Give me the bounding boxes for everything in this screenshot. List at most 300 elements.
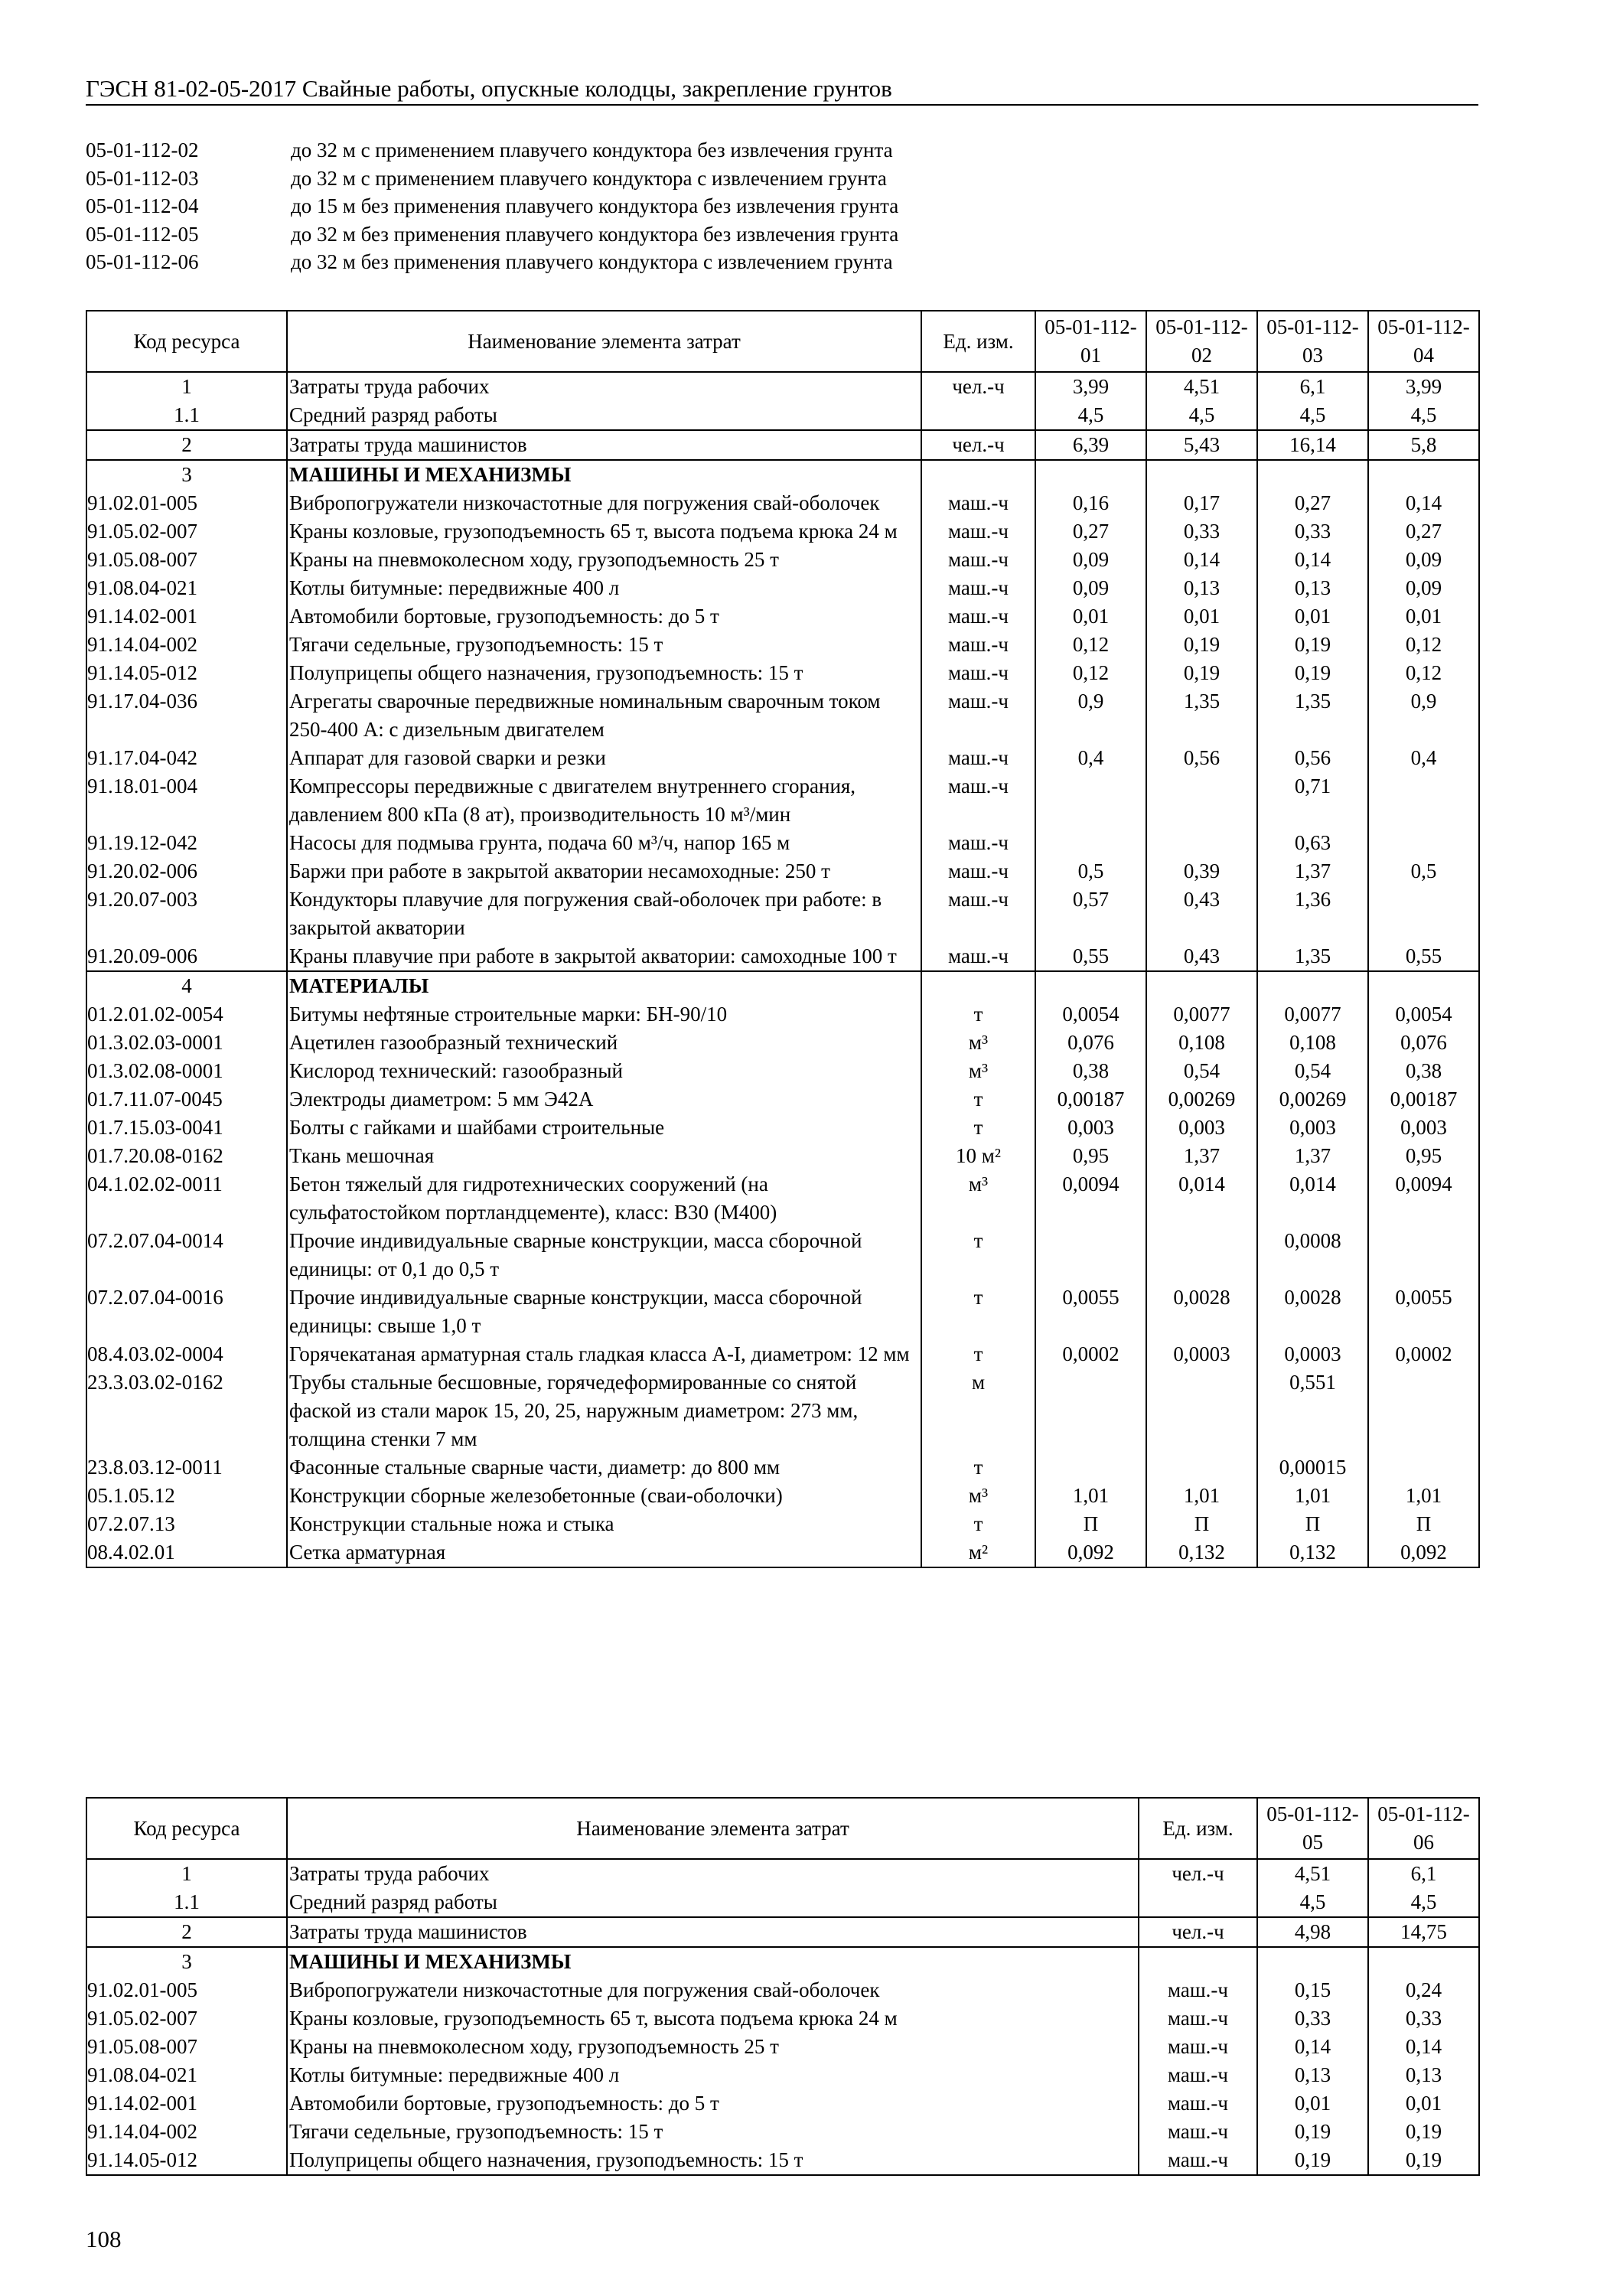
resource-value [1146,829,1257,857]
table-row [86,2146,1479,2175]
resource-code: 91.14.04-002 [86,2118,287,2146]
resource-name: Краны на пневмоколесном ходу, грузоподъемность 25 т [287,546,921,574]
table-row [86,1057,1479,1085]
resource-value: 0,38 [1368,1057,1479,1085]
resource-name: Горячекатаная арматурная сталь гладкая класса А-I, диаметром: 12 мм [287,1340,921,1368]
resource-name: Затраты труда машинистов [287,430,921,460]
resource-value [1146,1368,1257,1453]
resource-name: Затраты труда рабочих [287,1859,1139,1888]
resource-unit: маш.-ч [1139,1976,1257,2004]
intro-text: до 32 м без применения плавучего кондуктора с извлечением грунта [291,250,893,273]
table-row [86,772,1479,829]
resource-name: Битумы нефтяные строительные марки: БН-90/10 [287,1000,921,1029]
resource-name: Сетка арматурная [287,1538,921,1567]
resource-value: 0,71 [1257,772,1368,829]
resource-value: 1,01 [1035,1482,1146,1510]
table-row [86,1142,1479,1170]
resource-name: Краны на пневмоколесном ходу, грузоподъемность 25 т [287,2033,1139,2061]
header-col-2: 05-01-112-02 [1146,311,1257,372]
table-row [86,1482,1479,1510]
table-row [86,1917,1479,1947]
resource-value: 3,99 [1368,372,1479,401]
resource-value: 0,108 [1257,1029,1368,1057]
resource-unit: т [921,1283,1035,1340]
resource-value: 0,132 [1257,1538,1368,1567]
resource-name: Тягачи седельные, грузоподъемность: 15 т [287,2118,1139,2146]
resource-name: МАШИНЫ И МЕХАНИЗМЫ [287,1947,1139,1976]
resource-unit: маш.-ч [1139,2118,1257,2146]
resource-value: 0,09 [1368,574,1479,602]
resource-unit [1139,1947,1257,1976]
resource-value: 0,0054 [1368,1000,1479,1029]
resource-value: П [1368,1510,1479,1538]
table-row [86,687,1479,744]
resource-value: 0,24 [1368,1976,1479,2004]
resource-value: 0,0077 [1257,1000,1368,1029]
resource-value: 0,16 [1035,489,1146,517]
resource-value: 0,0055 [1035,1283,1146,1340]
resource-unit: маш.-ч [921,517,1035,546]
resource-unit: чел.-ч [1139,1917,1257,1947]
intro-text: до 32 м с применением плавучего кондуктора без извлечения грунта [291,139,893,161]
resource-unit [921,401,1035,430]
resource-unit: маш.-ч [921,772,1035,829]
table-row [86,1859,1479,1888]
resource-unit: т [921,1114,1035,1142]
intro-text: до 32 м с применением плавучего кондуктора с извлечением грунта [291,166,887,190]
resource-value: 0,56 [1146,744,1257,772]
resource-value: 0,014 [1257,1170,1368,1227]
resource-unit: маш.-ч [921,489,1035,517]
resource-unit: маш.-ч [921,885,1035,942]
resource-value: 0,5 [1368,857,1479,885]
resource-code: 3 [86,1947,287,1976]
resource-code: 91.08.04-021 [86,574,287,602]
table-header-row [86,1798,1479,1859]
table-row [86,885,1479,942]
resource-value: 6,1 [1257,372,1368,401]
resource-value: 1,37 [1146,1142,1257,1170]
resource-value: 0,19 [1257,2118,1368,2146]
table-row [86,1947,1479,1976]
resource-value: 0,0002 [1368,1340,1479,1368]
resource-code: 08.4.03.02-0004 [86,1340,287,1368]
table-row [86,1510,1479,1538]
resource-unit: т [921,1085,1035,1114]
resource-name: Вибропогружатели низкочастотные для погружения свай-оболочек [287,1976,1139,2004]
resource-value [1146,460,1257,489]
resource-name: Автомобили бортовые, грузоподъемность: до 5 т [287,602,921,631]
intro-code: 05-01-112-03 [86,166,199,190]
resource-value [1368,772,1479,829]
resource-value: 0,00187 [1035,1085,1146,1114]
table-row [86,631,1479,659]
resource-code: 91.02.01-005 [86,489,287,517]
resource-value [1368,1368,1479,1453]
resource-name: Кислород технический: газообразный [287,1057,921,1085]
resource-value: 0,01 [1257,602,1368,631]
table-row [86,1029,1479,1057]
resource-value: 1,35 [1257,942,1368,971]
table-row [86,2004,1479,2033]
table-row [86,829,1479,857]
resource-value: 0,95 [1368,1142,1479,1170]
resource-value: 0,5 [1035,857,1146,885]
intro-code: 05-01-112-02 [86,139,199,161]
resource-value: 0,19 [1368,2146,1479,2175]
resource-value: 0,0003 [1146,1340,1257,1368]
resource-value: 1,01 [1368,1482,1479,1510]
resource-code: 05.1.05.12 [86,1482,287,1510]
resource-name: Кондукторы плавучие для погружения свай-оболочек при работе: в закрытой акватории [287,885,921,942]
resource-value: 0,19 [1257,631,1368,659]
resource-value: 0,132 [1146,1538,1257,1567]
header-code: Код ресурса [86,311,287,372]
resource-name: Агрегаты сварочные передвижные номинальным сварочным током 250-400 А: с дизельным двигателем [287,687,921,744]
intro-text: до 32 м без применения плавучего кондуктора без извлечения грунта [291,222,899,246]
resource-value: 0,33 [1257,517,1368,546]
resource-value: 0,0054 [1035,1000,1146,1029]
resource-name: Бетон тяжелый для гидротехнических сооружений (на сульфатостойком портландцементе), класс: В30 (М400) [287,1170,921,1227]
resource-value [1146,971,1257,1000]
resource-value: 0,13 [1368,2061,1479,2089]
resource-code: 91.05.02-007 [86,2004,287,2033]
resource-value: 14,75 [1368,1917,1479,1947]
resource-value: П [1035,1510,1146,1538]
resource-value [1257,971,1368,1000]
resource-unit: м³ [921,1029,1035,1057]
resource-name: Полуприцепы общего назначения, грузоподъемность: 15 т [287,2146,1139,2175]
resource-code: 91.17.04-042 [86,744,287,772]
resource-code: 07.2.07.04-0016 [86,1283,287,1340]
resource-unit: м [921,1368,1035,1453]
resource-name: Болты с гайками и шайбами строительные [287,1114,921,1142]
resource-unit: м³ [921,1482,1035,1510]
table-row [86,1000,1479,1029]
resource-code: 4 [86,971,287,1000]
resource-name: Тягачи седельные, грузоподъемность: 15 т [287,631,921,659]
resource-value: 4,51 [1257,1859,1368,1888]
resource-code: 1 [86,1859,287,1888]
resource-name: Краны козловые, грузоподъемность 65 т, высота подъема крюка 24 м [287,2004,1139,2033]
resource-value: 0,0008 [1257,1227,1368,1283]
table-row [86,942,1479,971]
intro-code: 05-01-112-05 [86,222,199,246]
table-row [86,1114,1479,1142]
resource-value [1146,1227,1257,1283]
resource-unit: маш.-ч [921,546,1035,574]
resource-name: Краны козловые, грузоподъемность 65 т, высота подъема крюка 24 м [287,517,921,546]
resource-name: Трубы стальные бесшовные, горячедеформированные со снятой фаской из стали марок 15, 20, 25, наружным диаметром: 273 мм, толщина стенки 7 мм [287,1368,921,1453]
table-row [86,2061,1479,2089]
resource-unit: маш.-ч [1139,2033,1257,2061]
resource-name: Конструкции стальные ножа и стыка [287,1510,921,1538]
resource-name: Прочие индивидуальные сварные конструкции, масса сборочной единицы: свыше 1,0 т [287,1283,921,1340]
resource-unit: т [921,1227,1035,1283]
resource-code: 91.20.09-006 [86,942,287,971]
intro-code: 05-01-112-04 [86,194,199,217]
resource-value: 0,01 [1146,602,1257,631]
resource-name: Баржи при работе в закрытой акватории несамоходные: 250 т [287,857,921,885]
resource-code: 23.3.03.02-0162 [86,1368,287,1453]
resource-name: Краны плавучие при работе в закрытой акватории: самоходные 100 т [287,942,921,971]
resource-value: 1,01 [1257,1482,1368,1510]
resource-value: 0,01 [1368,602,1479,631]
resource-code: 01.3.02.03-0001 [86,1029,287,1057]
table-row [86,744,1479,772]
table-header-row [86,311,1479,372]
resource-value: 0,00269 [1257,1085,1368,1114]
resource-value [1368,885,1479,942]
resource-unit: т [921,1510,1035,1538]
resource-name: Котлы битумные: передвижные 400 л [287,574,921,602]
resource-table-2 [86,1797,1480,2176]
resource-code: 91.20.02-006 [86,857,287,885]
resource-value: 4,5 [1368,401,1479,430]
resource-value: 0,00187 [1368,1085,1479,1114]
resource-value: 0,33 [1257,2004,1368,2033]
resource-name: Полуприцепы общего назначения, грузоподъемность: 15 т [287,659,921,687]
resource-unit: маш.-ч [921,687,1035,744]
resource-value: 0,55 [1368,942,1479,971]
resource-value: 0,17 [1146,489,1257,517]
resource-value: 0,27 [1035,517,1146,546]
resource-code: 91.14.05-012 [86,659,287,687]
resource-unit: чел.-ч [921,430,1035,460]
resource-value: 0,01 [1368,2089,1479,2118]
resource-name: Ткань мешочная [287,1142,921,1170]
table-row [86,2089,1479,2118]
table-row [86,460,1479,489]
resource-unit: чел.-ч [1139,1859,1257,1888]
resource-code: 2 [86,430,287,460]
resource-name: Затраты труда машинистов [287,1917,1139,1947]
resource-unit [921,460,1035,489]
resource-name: Вибропогружатели низкочастотные для погружения свай-оболочек [287,489,921,517]
resource-code: 91.19.12-042 [86,829,287,857]
resource-value: 0,14 [1257,2033,1368,2061]
resource-value [1257,460,1368,489]
resource-name: Конструкции сборные железобетонные (сваи-оболочки) [287,1482,921,1510]
table-row [86,602,1479,631]
resource-value: 0,9 [1368,687,1479,744]
resource-value: 4,5 [1257,401,1368,430]
resource-name: Фасонные стальные сварные части, диаметр: до 800 мм [287,1453,921,1482]
table-row [86,1283,1479,1340]
resource-code: 04.1.02.02-0011 [86,1170,287,1227]
resource-code: 23.8.03.12-0011 [86,1453,287,1482]
header-col-1: 05-01-112-01 [1035,311,1146,372]
header-col-1: 05-01-112-05 [1257,1798,1368,1859]
table-row [86,659,1479,687]
resource-value: 0,12 [1368,631,1479,659]
resource-value: 0,56 [1257,744,1368,772]
table-row [86,372,1479,401]
resource-value: 0,9 [1035,687,1146,744]
resource-value [1146,1453,1257,1482]
resource-value [1035,1368,1146,1453]
resource-code: 3 [86,460,287,489]
resource-value: 0,27 [1368,517,1479,546]
resource-code: 91.14.05-012 [86,2146,287,2175]
resource-value: П [1146,1510,1257,1538]
resource-name: Автомобили бортовые, грузоподъемность: до 5 т [287,2089,1139,2118]
resource-code: 91.14.04-002 [86,631,287,659]
resource-value: 0,95 [1035,1142,1146,1170]
resource-value [1035,829,1146,857]
resource-name: Котлы битумные: передвижные 400 л [287,2061,1139,2089]
table-row [86,857,1479,885]
header-col-4: 05-01-112-04 [1368,311,1479,372]
resource-unit: чел.-ч [921,372,1035,401]
resource-value: 0,014 [1146,1170,1257,1227]
table-row [86,2118,1479,2146]
resource-value: 0,13 [1257,574,1368,602]
resource-code: 91.02.01-005 [86,1976,287,2004]
resource-value: 4,5 [1257,1888,1368,1917]
resource-unit: т [921,1340,1035,1368]
intro-text: до 15 м без применения плавучего кондуктора без извлечения грунта [291,194,899,217]
table-row [86,1538,1479,1567]
page-number: 108 [86,2226,122,2252]
intro-item [86,136,1310,165]
resource-value: 0,14 [1257,546,1368,574]
resource-value: 0,09 [1035,574,1146,602]
resource-unit: м² [921,1538,1035,1567]
resource-code: 07.2.07.04-0014 [86,1227,287,1283]
resource-value: 0,63 [1257,829,1368,857]
resource-value: 6,39 [1035,430,1146,460]
resource-value: 1,36 [1257,885,1368,942]
resource-code: 91.08.04-021 [86,2061,287,2089]
resource-value: 0,0003 [1257,1340,1368,1368]
resource-code: 1.1 [86,401,287,430]
resource-value [1146,772,1257,829]
resource-value: 0,0002 [1035,1340,1146,1368]
resource-value: 0,57 [1035,885,1146,942]
page-header [86,73,1478,106]
resource-value: 0,27 [1257,489,1368,517]
resource-value: 3,99 [1035,372,1146,401]
resource-value: 0,19 [1146,659,1257,687]
resource-value: 4,5 [1146,401,1257,430]
resource-code: 2 [86,1917,287,1947]
resource-value: 0,108 [1146,1029,1257,1057]
resource-value: 5,43 [1146,430,1257,460]
intro-list [86,136,1310,276]
header-name: Наименование элемента затрат [287,311,921,372]
resource-value: 4,98 [1257,1917,1368,1947]
intro-code: 05-01-112-06 [86,250,199,273]
table-row [86,1227,1479,1283]
resource-value: 5,8 [1368,430,1479,460]
resource-value [1368,460,1479,489]
resource-name: Средний разряд работы [287,401,921,430]
resource-code: 01.2.01.02-0054 [86,1000,287,1029]
header-unit: Ед. изм. [1139,1798,1257,1859]
resource-name: Насосы для подмыва грунта, подача 60 м³/ч, напор 165 м [287,829,921,857]
resource-value: 0,14 [1368,489,1479,517]
resource-code: 91.14.02-001 [86,2089,287,2118]
resource-value: 4,5 [1368,1888,1479,1917]
resource-value: 0,00269 [1146,1085,1257,1114]
resource-unit: маш.-ч [921,942,1035,971]
resource-value: 4,5 [1035,401,1146,430]
resource-value: 0,003 [1368,1114,1479,1142]
resource-value: 0,12 [1035,631,1146,659]
resource-value: 0,0094 [1035,1170,1146,1227]
resource-unit: маш.-ч [1139,2146,1257,2175]
resource-value: 0,14 [1368,2033,1479,2061]
resource-value: 0,19 [1146,631,1257,659]
resource-value [1368,1947,1479,1976]
resource-unit: маш.-ч [1139,2061,1257,2089]
resource-value: 1,35 [1146,687,1257,744]
table-row [86,546,1479,574]
resource-value: 0,12 [1368,659,1479,687]
resource-value: 0,01 [1035,602,1146,631]
resource-code: 91.14.02-001 [86,602,287,631]
resource-value: 0,01 [1257,2089,1368,2118]
resource-value [1368,1227,1479,1283]
table-row [86,1888,1479,1917]
resource-value: 0,4 [1368,744,1479,772]
resource-code: 91.17.04-036 [86,687,287,744]
resource-unit [921,971,1035,1000]
resource-unit: маш.-ч [921,659,1035,687]
resource-value: 0,4 [1035,744,1146,772]
resource-value: 6,1 [1368,1859,1479,1888]
resource-value: 4,51 [1146,372,1257,401]
resource-unit: т [921,1453,1035,1482]
resource-value: 0,13 [1146,574,1257,602]
page-header-title: ГЭСН 81-02-05-2017 Свайные работы, опускные колодцы, закрепление грунтов [86,75,892,102]
resource-value: 0,076 [1035,1029,1146,1057]
resource-value: 1,01 [1146,1482,1257,1510]
resource-value: 0,551 [1257,1368,1368,1453]
resource-name: Ацетилен газообразный технический [287,1029,921,1057]
resource-value [1035,772,1146,829]
resource-value: 0,076 [1368,1029,1479,1057]
resource-value [1035,971,1146,1000]
resource-name: Прочие индивидуальные сварные конструкции, масса сборочной единицы: от 0,1 до 0,5 т [287,1227,921,1283]
table-row [86,1340,1479,1368]
header-unit: Ед. изм. [921,311,1035,372]
resource-value [1035,460,1146,489]
resource-unit: маш.-ч [921,744,1035,772]
resource-value: 0,55 [1035,942,1146,971]
resource-value: 0,092 [1368,1538,1479,1567]
table-row [86,517,1479,546]
resource-unit: т [921,1000,1035,1029]
resource-value: 0,092 [1035,1538,1146,1567]
resource-unit: 10 м² [921,1142,1035,1170]
resource-value: 0,12 [1035,659,1146,687]
resource-value: 0,43 [1146,885,1257,942]
resource-code: 91.20.07-003 [86,885,287,942]
resource-value: 0,003 [1035,1114,1146,1142]
resource-value: 0,09 [1368,546,1479,574]
table-row [86,1976,1479,2004]
table-row [86,1368,1479,1453]
resource-unit: маш.-ч [1139,2004,1257,2033]
resource-value [1257,1947,1368,1976]
resource-unit: маш.-ч [1139,2089,1257,2118]
resource-value: 0,54 [1146,1057,1257,1085]
intro-item [86,248,1310,276]
resource-value: 0,43 [1146,942,1257,971]
resource-code: 1.1 [86,1888,287,1917]
